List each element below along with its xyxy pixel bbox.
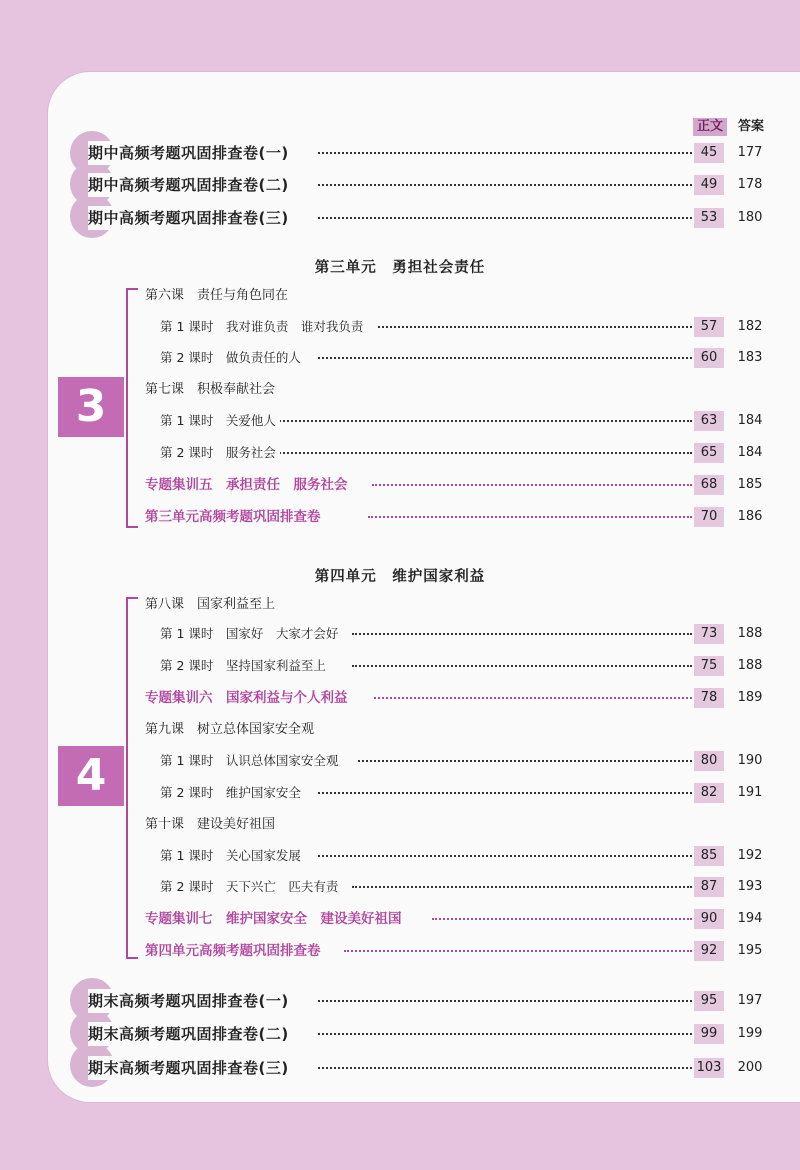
answer-page: 188: [737, 658, 763, 673]
text-page: 103: [694, 1058, 724, 1078]
entry-title: 第 1 课时 认识总体国家安全观: [160, 749, 342, 773]
answer-page: 182: [737, 319, 763, 334]
answer-page: 200: [737, 1060, 763, 1075]
entry-title: 第 2 课时 维护国家安全: [160, 781, 305, 805]
toc-entry-midterm-2[interactable]: [0, 173, 800, 197]
lesson-10-heading[interactable]: [0, 813, 800, 837]
answer-page: 177: [737, 145, 763, 160]
answer-page: 190: [737, 753, 763, 768]
entry-title: 第 1 课时 关爱他人: [160, 409, 280, 433]
column-header-text: 正文: [693, 118, 727, 136]
toc-entry-l7p1[interactable]: [0, 409, 800, 433]
entry-title: 期中高频考题巩固排查卷(一): [88, 141, 293, 165]
text-page: 99: [694, 1024, 724, 1044]
lesson-9-heading[interactable]: [0, 718, 800, 742]
text-page: 85: [694, 846, 724, 866]
toc-entry-final-2[interactable]: [0, 1022, 800, 1046]
lesson-7-heading[interactable]: [0, 378, 800, 402]
toc-entry-midterm-3[interactable]: [0, 206, 800, 230]
text-page: 68: [694, 475, 724, 495]
lesson-title: 第八课 国家利益至上: [145, 593, 279, 617]
lesson-title: 第六课 责任与角色同在: [145, 284, 292, 308]
lesson-title: 第十课 建设美好祖国: [145, 813, 279, 837]
toc-entry-l10p2[interactable]: [0, 875, 800, 899]
entry-title: 专题集训六 国家利益与个人利益: [145, 686, 352, 710]
lesson-6-heading[interactable]: [0, 284, 800, 308]
answer-page: 186: [737, 509, 763, 524]
answer-page: 197: [737, 993, 763, 1008]
toc-entry-topic-7[interactable]: [0, 907, 800, 931]
text-page: 53: [694, 208, 724, 228]
unit-4-badge: 4: [58, 746, 124, 806]
answer-page: 192: [737, 848, 763, 863]
entry-title: 期末高频考题巩固排查卷(三): [88, 1056, 293, 1080]
lesson-title: 第九课 树立总体国家安全观: [145, 718, 318, 742]
text-page: 65: [694, 443, 724, 463]
answer-page: 195: [737, 943, 763, 958]
answer-page: 184: [737, 445, 763, 460]
answer-page: 183: [737, 350, 763, 365]
entry-title: 期中高频考题巩固排查卷(三): [88, 206, 293, 230]
text-page: 73: [694, 624, 724, 644]
answer-page: 178: [737, 177, 763, 192]
answer-page: 184: [737, 413, 763, 428]
entry-title: 期中高频考题巩固排查卷(二): [88, 173, 293, 197]
text-page: 92: [694, 941, 724, 961]
text-page: 90: [694, 909, 724, 929]
toc-entry-unit-3-exam[interactable]: [0, 505, 800, 529]
toc-entry-midterm-1[interactable]: [0, 141, 800, 165]
text-page: 80: [694, 751, 724, 771]
entry-title: 第 1 课时 国家好 大家才会好: [160, 622, 342, 646]
lesson-title: 第七课 积极奉献社会: [145, 378, 279, 402]
answer-page: 188: [737, 626, 763, 641]
toc-entry-l6p1[interactable]: [0, 315, 800, 339]
entry-title: 第三单元高频考题巩固排查卷: [145, 505, 325, 529]
text-page: 75: [694, 656, 724, 676]
entry-title: 第 2 课时 坚持国家利益至上: [160, 654, 330, 678]
unit-4-bracket: [126, 597, 138, 959]
answer-page: 189: [737, 690, 763, 705]
text-page: 60: [694, 348, 724, 368]
entry-title: 期末高频考题巩固排查卷(一): [88, 989, 293, 1013]
answer-page: 193: [737, 879, 763, 894]
toc-entry-final-1[interactable]: [0, 989, 800, 1013]
toc-entry-l7p2[interactable]: [0, 441, 800, 465]
text-page: 45: [694, 143, 724, 163]
toc-entry-l10p1[interactable]: [0, 844, 800, 868]
answer-page: 185: [737, 477, 763, 492]
text-page: 82: [694, 783, 724, 803]
toc-entry-unit-4-exam[interactable]: [0, 939, 800, 963]
entry-title: 专题集训七 维护国家安全 建设美好祖国: [145, 907, 406, 931]
text-page: 57: [694, 317, 724, 337]
toc-entry-final-3[interactable]: [0, 1056, 800, 1080]
entry-title: 第 2 课时 天下兴亡 匹夫有责: [160, 875, 342, 899]
toc-entry-topic-6[interactable]: [0, 686, 800, 710]
column-header-answer: 答案: [738, 119, 765, 134]
unit-4-title: 第四单元 维护国家利益: [314, 569, 486, 585]
entry-title: 第 1 课时 关心国家发展: [160, 844, 305, 868]
entry-title: 第 1 课时 我对谁负责 谁对我负责: [160, 315, 367, 339]
answer-page: 199: [737, 1026, 763, 1041]
toc-entry-topic-5[interactable]: [0, 473, 800, 497]
text-page: 70: [694, 507, 724, 527]
text-page: 49: [694, 175, 724, 195]
toc-entry-l9p2[interactable]: [0, 781, 800, 805]
entry-title: 期末高频考题巩固排查卷(二): [88, 1022, 293, 1046]
unit-3-title: 第三单元 勇担社会责任: [314, 260, 486, 276]
toc-entry-l6p2[interactable]: [0, 346, 800, 370]
entry-title: 专题集训五 承担责任 服务社会: [145, 473, 352, 497]
entry-title: 第四单元高频考题巩固排查卷: [145, 939, 325, 963]
text-page: 78: [694, 688, 724, 708]
text-page: 63: [694, 411, 724, 431]
answer-page: 191: [737, 785, 763, 800]
toc-entry-l8p1[interactable]: [0, 622, 800, 646]
entry-title: 第 2 课时 做负责任的人: [160, 346, 305, 370]
unit-3-badge: 3: [58, 377, 124, 437]
answer-page: 180: [737, 210, 763, 225]
entry-title: 第 2 课时 服务社会: [160, 441, 280, 465]
toc-entry-l9p1[interactable]: [0, 749, 800, 773]
text-page: 87: [694, 877, 724, 897]
text-page: 95: [694, 991, 724, 1011]
lesson-8-heading[interactable]: [0, 593, 800, 617]
toc-entry-l8p2[interactable]: [0, 654, 800, 678]
answer-page: 194: [737, 911, 763, 926]
